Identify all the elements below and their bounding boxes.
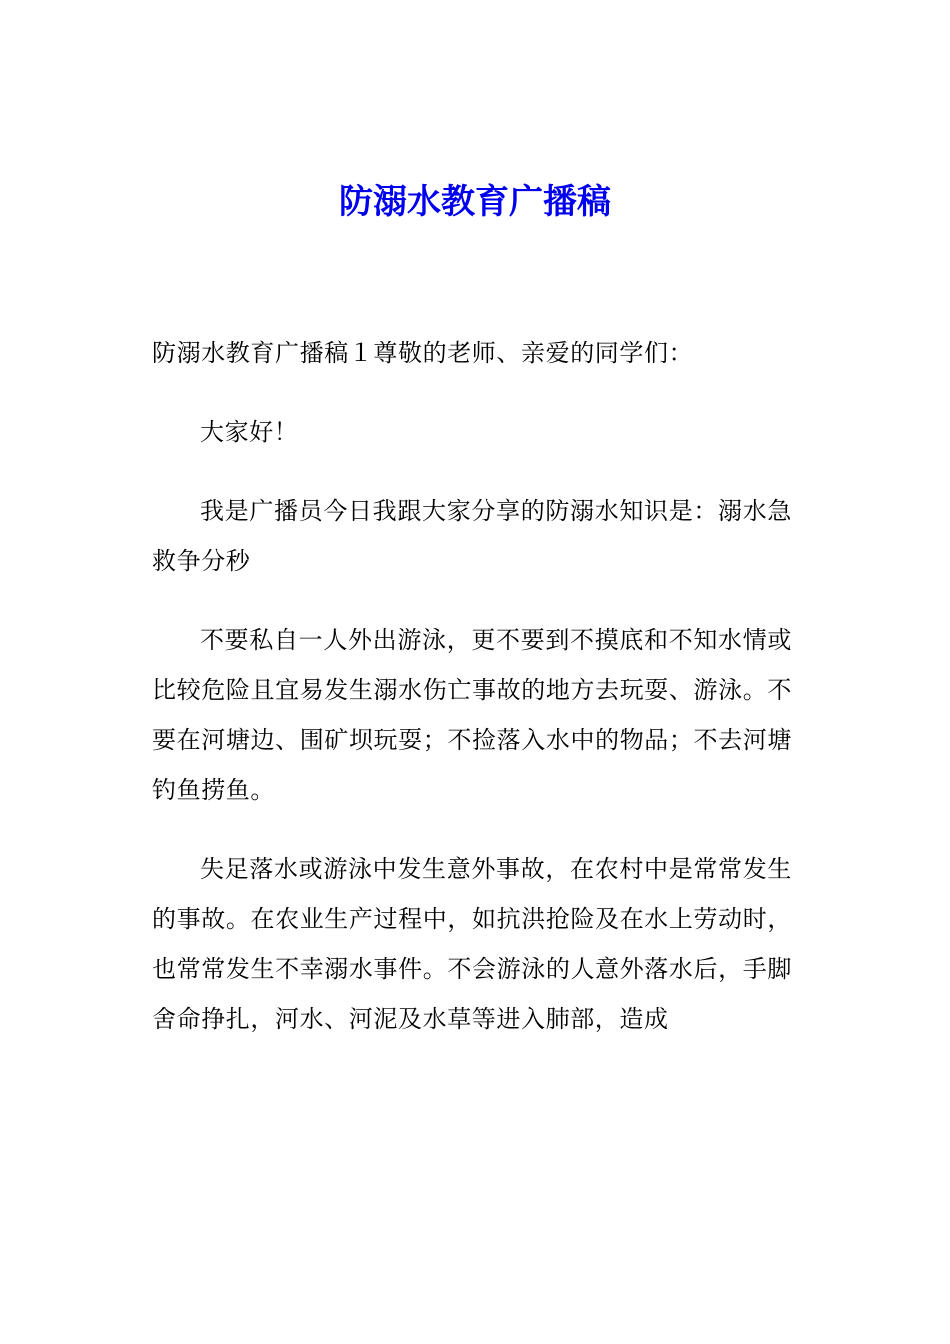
paragraph-greeting: 防溺水教育广播稿１尊敬的老师、亲爱的同学们： [152, 339, 694, 367]
paragraph-accidents: 失足落水或游泳中发生意外事故，在农村中是常常发生的事故。在农业生产过程中，如抗洪抢险及在水上劳动时，也常常发生不幸溺水事件。不会游泳的人意外落水后，手脚舍命挣扎，河水、河泥及水草等进入肺部，造成 [152, 855, 792, 1033]
paragraph-safety-rules: 不要私自一人外出游泳，更不要到不摸底和不知水情或比较危险且宜易发生溺水伤亡事故的地方去玩耍、游泳。不要在河塘边、围矿坝玩耍；不捡落入水中的物品；不去河塘钓鱼捞鱼。 [152, 626, 792, 804]
document-title: 防溺水教育广播稿 [339, 182, 611, 222]
paragraph-intro: 我是广播员今日我跟大家分享的防溺水知识是：溺水急救争分秒 [152, 497, 792, 575]
paragraph-hello: 大家好！ [200, 418, 299, 446]
document-body [152, 328, 792, 1073]
